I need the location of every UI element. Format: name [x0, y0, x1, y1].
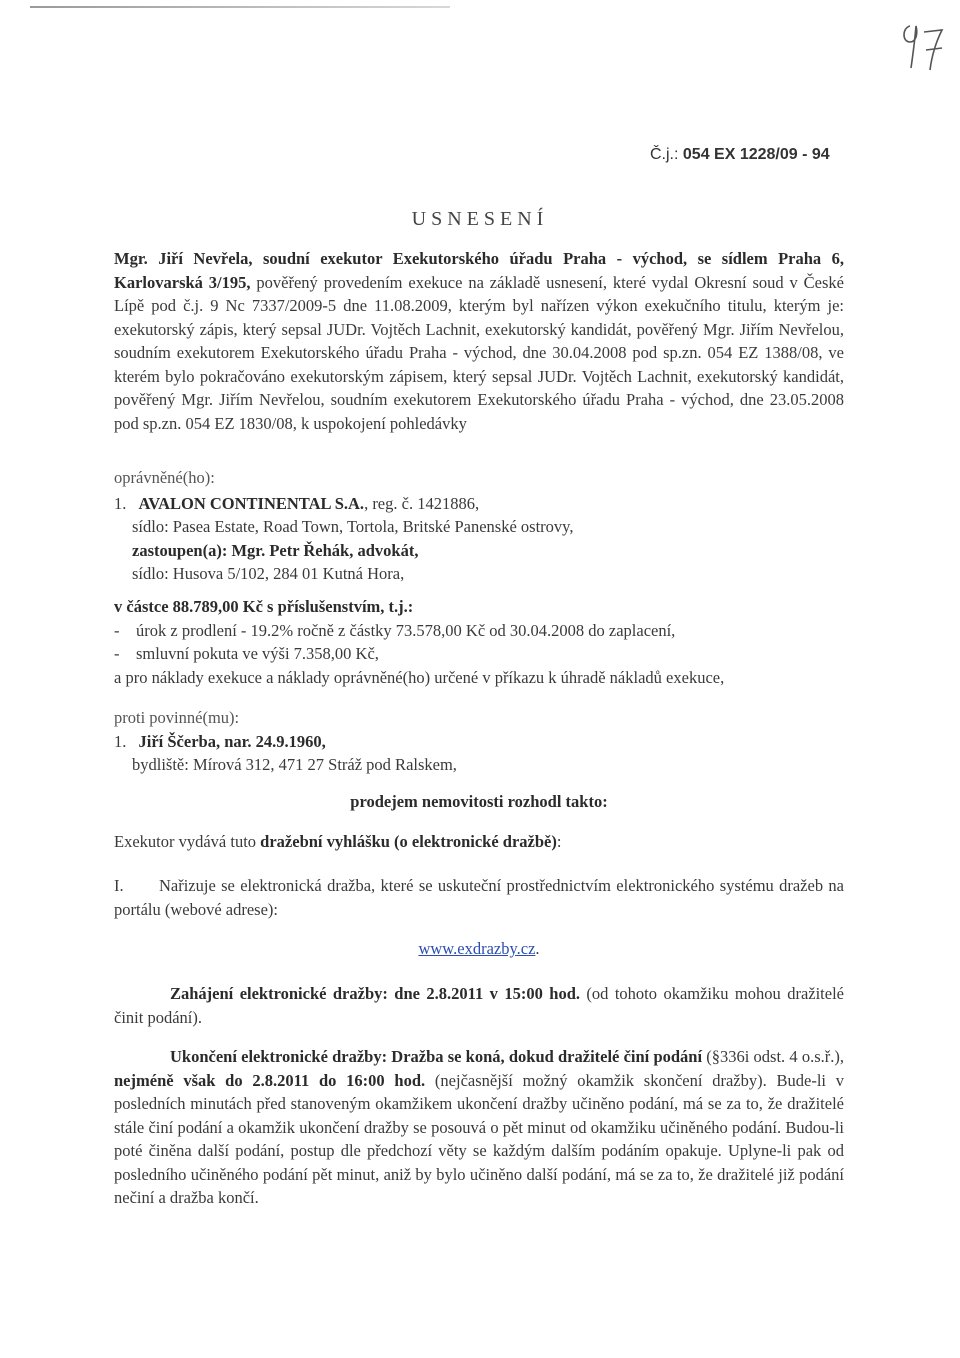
reference-prefix: Č.j.: [650, 146, 683, 163]
website-dot: . [535, 939, 540, 958]
decision-line: prodejem nemovitosti rozhodl takto: [350, 792, 608, 811]
handwritten-mark-image [896, 20, 952, 74]
intro-executor: Mgr. Jiří Nevřela, soudní exekutor Exekutorského úřadu Praha - východ, se sídlem Praha 6, Karlovarská 3/195, [114, 249, 844, 292]
amount-line: v částce 88.789,00 Kč s příslušenstvím, t.j.: [114, 597, 414, 616]
auction-end-text1: (§336i odst. 4 o.s.ř.), [702, 1047, 844, 1066]
amount-item: - úrok z prodlení - 19.2% ročně z částky 73.578,00 Kč od 30.04.2008 do zaplacení, [114, 620, 676, 640]
amount-item-text: úrok z prodlení - 19.2% ročně z částky 73.578,00 Kč od 30.04.2008 do zaplacení, [136, 620, 676, 640]
debtor-section [114, 706, 844, 777]
auction-start-text: (od tohoto okamžiku mohou dražitelé činit podání). [114, 984, 844, 1027]
amount-item-text: smluvní pokuta ve výši 7.358,00 Kč, [136, 644, 379, 663]
debtor-name: Jiří Ščerba, nar. 24.9.1960, [138, 731, 326, 751]
creditor-representative: zastoupen(a): Mgr. Petr Řehák, advokát, [132, 540, 419, 560]
creditor-name: AVALON CONTINENTAL S.A. [138, 493, 365, 513]
amount-item: - smluvní pokuta ve výši 7.358,00 Kč, [114, 644, 379, 663]
creditor-seat: sídlo: Pasea Estate, Road Town, Tortola, Britské Panenské ostrovy, [132, 517, 574, 536]
auction-end-bold1: Ukončení elektronické dražby: Dražba se koná, dokud dražitelé činí podání [170, 1047, 703, 1066]
auction-end-bold2: nejméně však do 2.8.2011 do 16:00 hod. [114, 1070, 426, 1090]
section-one-number: I. [114, 876, 124, 895]
amount-section [114, 595, 844, 689]
debtor-number: 1. [114, 731, 127, 751]
auction-end-text2: (nejčasnější možný okamžik skončení dražby). Bude-li v posledních minutách před stanoveným okamžikem ukončení dražby učiněno podání, má se za to, že dražitelé stále činí podání a okamžik ukončení dražby se posouvá o pět minut od okamžiku učiněného podání. Budou-li poté činěna další podání, postup dle předchozí věty se každým dalším podáním opakuje. Uplyne-li pak od posledního učiněného podání pět minut, aniž by bylo učiněno další podání, má se za to, že dražitelé již podání nečiní a dražba končí. [114, 1070, 845, 1207]
auction-start [114, 982, 844, 1029]
document-heading: USNESENÍ [411, 208, 549, 230]
auction-end [114, 1045, 844, 1210]
section-one [114, 874, 844, 921]
creditor-number: 1. [114, 493, 127, 513]
auction-start-bold: Zahájení elektronické dražby: dne 2.8.2011 v 15:00 hod. [170, 984, 580, 1003]
representative-seat: sídlo: Husova 5/102, 284 01 Kutná Hora, [132, 564, 405, 583]
creditor-label: oprávněné(ho): [114, 468, 215, 487]
issues-text: Exekutor vydává tuto [114, 832, 261, 851]
website-link[interactable]: www.exdrazby.cz [418, 939, 536, 958]
reference-number: 054 EX 1228/09 - 94 [682, 146, 830, 163]
debtor-residence: bydliště: Mírová 312, 471 27 Stráž pod Ralskem, [132, 755, 457, 774]
case-reference [650, 146, 830, 164]
intro-paragraph [114, 247, 844, 435]
creditor-reg: , reg. č. 1421886, [364, 493, 480, 513]
section-one-text: Nařizuje se elektronická dražba, které se uskuteční prostřednictvím elektronického systému dražeb na portálu (webové adrese): [114, 876, 844, 919]
scan-top-line [30, 6, 450, 8]
creditor-section [114, 466, 844, 586]
debtor-label: proti povinné(mu): [114, 708, 240, 727]
intro-text: pověřený provedením exekuce na základě usnesení, které vydal Okresní soud v České Lípě pod č.j. 9 Nc 7337/2009-5 dne 11.08.2009, kterým byl nařízen výkon exekučního titulu, kterým je: exekutorský zápis, který sepsal JUDr. Vojtěch Lachnit, exekutorský kandidát, pověřený Mgr. Jiřím Nevřelou, soudním exekutorem Exekutorského úřadu Praha - východ, dne 30.04.2008 pod sp.zn. 054 EZ 1388/08, ve kterém bylo pokračováno exekutorským zápisem, který sepsal JUDr. Vojtěch Lachnit, exekutorský kandidát, pověřený Mgr. Jiřím Nevřelou, soudním exekutorem Exekutorského úřadu Praha - východ, dne 23.05.2008 pod sp.zn. 054 EZ 1830/08, k uspokojení pohledávky [114, 272, 844, 433]
issues-end: : [556, 832, 562, 851]
costs-line: a pro náklady exekuce a náklady oprávněné(ho) určené v příkazu k úhradě nákladů exekuce, [114, 667, 725, 687]
website-line [114, 937, 844, 961]
issues-bold: dražební vyhlášku (o elektronické dražbě) [260, 832, 557, 851]
issues-line [114, 830, 844, 854]
